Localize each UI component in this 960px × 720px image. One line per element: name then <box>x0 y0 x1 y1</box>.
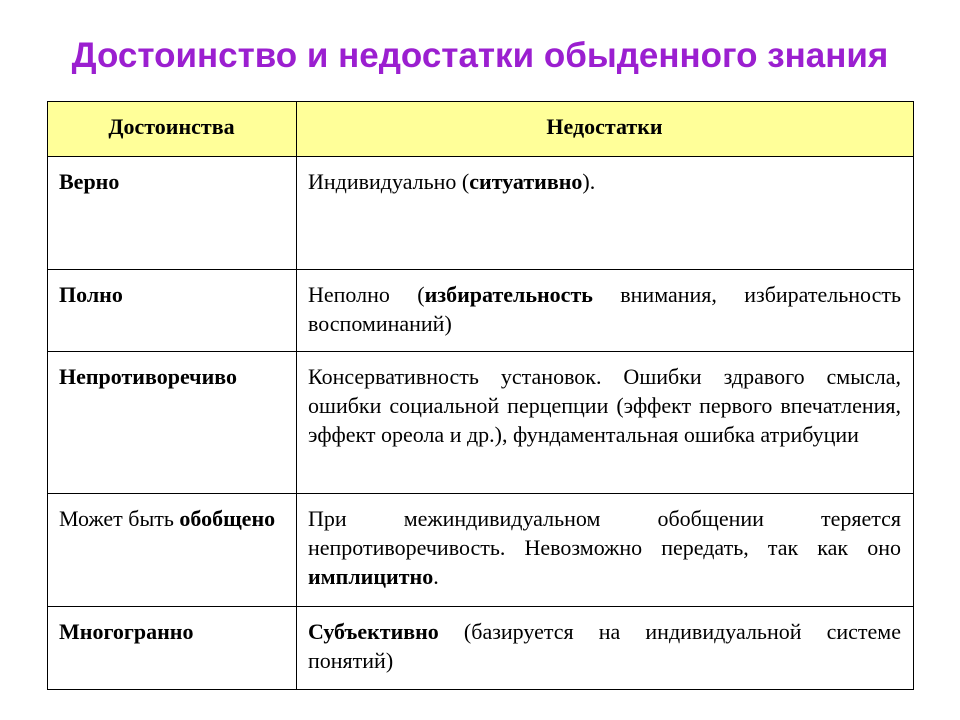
disadvantage-cell <box>297 270 914 352</box>
table-row <box>48 270 914 352</box>
disadvantage-text: (базируется на индивидуальной системе понятий) <box>308 619 901 673</box>
advantage-emphasis: обобщено <box>179 506 276 531</box>
advantage-text: Непротиворечиво <box>59 364 237 389</box>
comparison-table <box>47 101 914 690</box>
advantage-cell <box>48 494 297 607</box>
table-header-row <box>48 102 914 157</box>
table-row <box>48 352 914 494</box>
disadvantage-text: внимания, избирательность воспоминаний) <box>308 282 902 336</box>
table-row <box>48 494 914 607</box>
slide-title: Достоинство и недостатки обыденного знания <box>71 36 889 75</box>
table-row <box>48 157 914 270</box>
disadvantage-cell <box>297 157 914 270</box>
advantage-cell <box>48 352 297 494</box>
disadvantage-text: Консервативность установок. Ошибки здравого смысла, ошибки социальной перцепции (эффект первого впечатления, эффект ореола и др.), фундаментальная ошибка атрибуции <box>308 364 901 447</box>
disadvantage-emphasis: ситуативно <box>469 169 583 194</box>
disadvantage-cell <box>297 494 914 607</box>
advantage-text: Многогранно <box>59 619 194 644</box>
disadvantage-emphasis: избирательность <box>424 282 593 307</box>
advantage-cell <box>48 607 297 690</box>
advantage-text: Полно <box>59 282 123 307</box>
advantage-cell <box>48 270 297 352</box>
disadvantage-text: При межиндивидуальном обобщении теряется непротиворечивость. Невозможно передать, так как оно <box>308 506 901 560</box>
advantage-text: Может быть <box>59 506 180 531</box>
disadvantage-cell <box>297 352 914 494</box>
advantage-cell <box>48 157 297 270</box>
disadvantage-text: Неполно ( <box>308 282 425 307</box>
header-disadvantages: Недостатки <box>297 102 914 157</box>
disadvantage-emphasis: имплицитно <box>308 564 434 589</box>
disadvantage-cell <box>297 607 914 690</box>
table-row <box>48 607 914 690</box>
disadvantage-text: Индивидуально ( <box>308 169 470 194</box>
advantage-text: Верно <box>59 169 120 194</box>
header-advantages: Достоинства <box>48 102 297 157</box>
disadvantage-emphasis: Субъективно <box>308 619 439 644</box>
disadvantage-text: . <box>433 564 439 589</box>
disadvantage-text: ). <box>582 169 596 194</box>
